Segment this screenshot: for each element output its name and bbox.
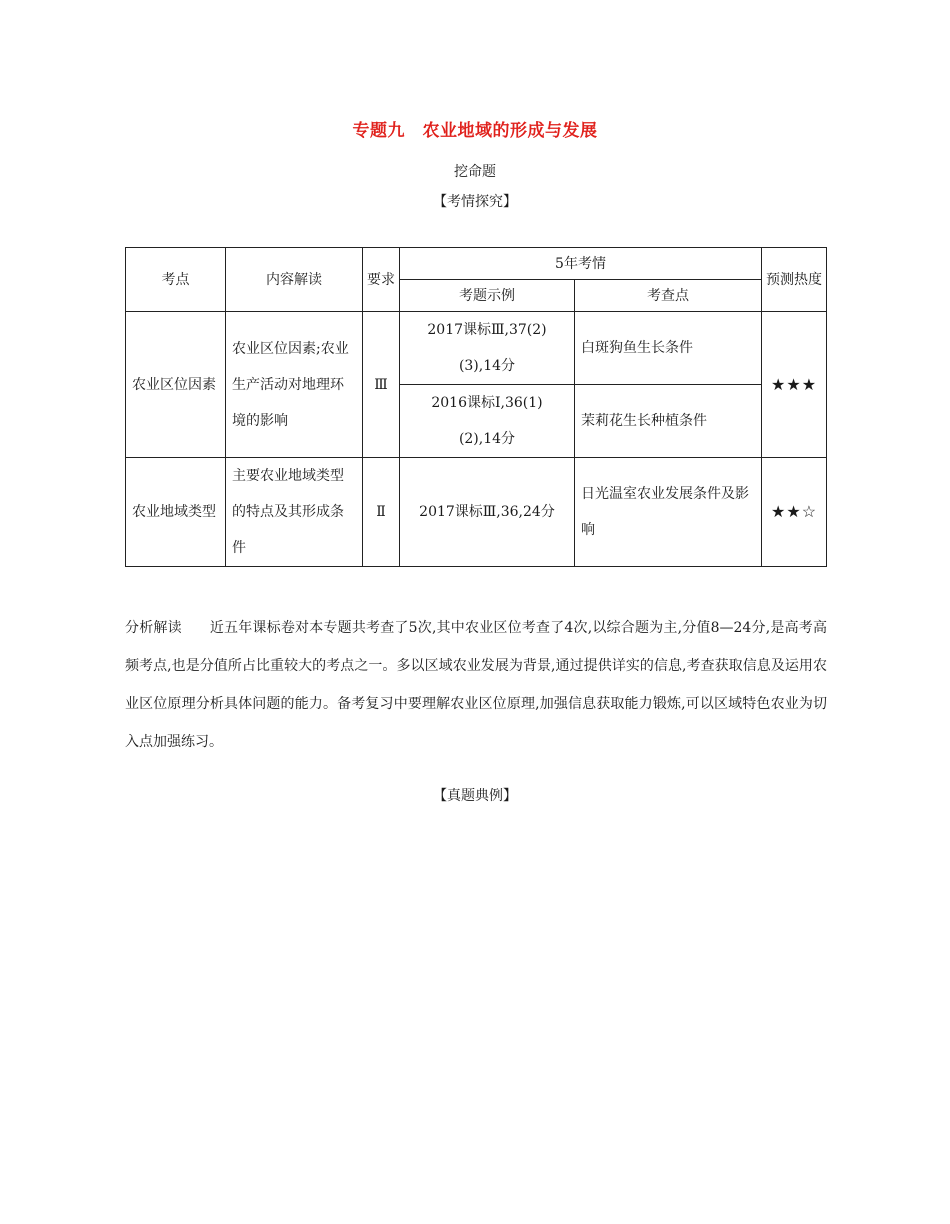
page-subtitle: 挖命题 [454,164,496,180]
header-five-year: 5年考情 [400,248,762,280]
row2-kaodian: 农业地域类型 [126,458,226,567]
table-row [126,458,827,567]
row1-neirong: 农业区位因素;农业生产活动对地理环境的影响 [226,312,363,458]
row1-point-1: 白斑狗鱼生长条件 [575,312,762,385]
header-neirong: 内容解读 [226,248,363,312]
analysis-label: 分析解读 [125,620,182,636]
header-example: 考题示例 [400,280,575,312]
table-row [126,312,827,385]
row1-kaodian: 农业区位因素 [126,312,226,458]
header-point: 考查点 [575,280,762,312]
row1-yaoqiu: Ⅲ [363,312,400,458]
row1-heat-stars: ★★★ [762,312,827,458]
analysis-text: 近五年课标卷对本专题共考查了5次,其中农业区位考查了4次,以综合题为主,分值8—24分,是高考高频考点,也是分值所占比重较大的考点之一。多以区域农业发展为背景,通过提供详实的信息,考查获取信息及运用农业区位原理分析具体问题的能力。备考复习中要理解农业区位原理,加强信息获取能力锻炼,可以区域特色农业为切入点加强练习。 [125,620,827,750]
row2-yaoqiu: Ⅱ [363,458,400,567]
row2-example: 2017课标Ⅲ,36,24分 [400,458,575,567]
header-kaodian: 考点 [126,248,226,312]
row2-point: 日光温室农业发展条件及影响 [575,458,762,567]
table-header-row [126,248,827,280]
exam-table [125,247,827,567]
page-title: 专题九 农业地域的形成与发展 [352,121,598,141]
row2-heat-stars: ★★☆ [762,458,827,567]
header-yaoqiu: 要求 [363,248,400,312]
row1-example-2: 2016课标Ⅰ,36(1)(2),14分 [400,385,575,458]
row1-point-2: 茉莉花生长种植条件 [575,385,762,458]
row2-neirong: 主要农业地域类型的特点及其形成条件 [226,458,363,567]
header-heat: 预测热度 [762,248,827,312]
analysis-paragraph [125,609,827,761]
row1-example-1: 2017课标Ⅲ,37(2)(3),14分 [400,312,575,385]
section-heading-exam: 【考情探究】 [433,194,517,210]
section-heading-real: 【真题典例】 [433,788,517,804]
